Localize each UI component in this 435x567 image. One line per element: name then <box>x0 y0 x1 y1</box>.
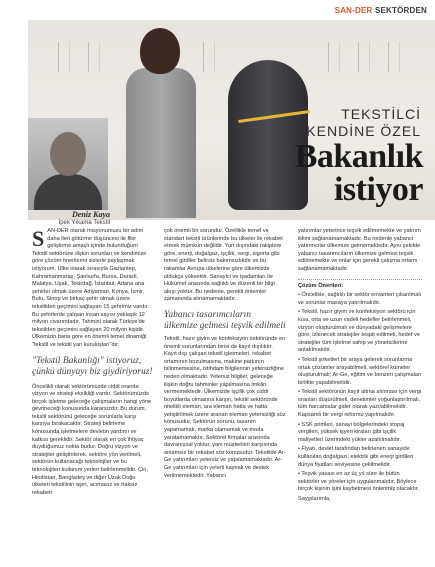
brand-label: SAN-DER <box>334 6 373 15</box>
subtitle-line-1: TEKSTİLCİ <box>341 106 421 122</box>
subtitle-line-2: KENDİNE ÖZEL <box>306 123 421 139</box>
section-label: SEKTÖRDEN <box>374 6 427 15</box>
designer-figure <box>126 68 196 218</box>
solution-item: • Teşvik yasası en az üç yıl süre ile bütün sektörler ve yöreler için uygulanmalıdır. Böylece birçok kişinin işini kaybetmesi önlenmiş olacaktır. <box>298 471 419 493</box>
subtitle-block <box>306 106 421 140</box>
column-1 <box>32 228 154 499</box>
body-paragraph: çok önemli bir sorundur. Özellikle temel ve standart tekstil ürünlerinde bu ülkeler ile rekabet etmek mümkün değildir. Yurt dışındaki rakiplere göre, enerji, doğalgaz, işçilik, vergi, sigorta gibi temel girdiler belirsiz bakımsızlıkdır ve bu rakamlar Avrupa ülkelerine göre ülkemizde oldukça yüksektir. Sanayici ve işadamları ile Hükümet arasında sağlıklı ve düzenli bir bilgi akışı yoktur. Bu nedenle, gerekli önlemler zamanında alınamamaktadır. <box>164 228 283 303</box>
sketch-figure <box>88 42 100 72</box>
solution-item: • Öncelikle, sağlıklı bir sektör envanteri çıkarılmalı ve sorunlar masaya yatırılmalıdır. <box>298 292 422 306</box>
column-3 <box>298 228 422 506</box>
solution-item: • SSK primleri, sanayi bölgelerindeki stopaj vergileri, yüksek işyeri kiraları gibi işçilik maliyetleri üzerindeki yükler azaltılmalıdır. <box>298 421 405 443</box>
drop-cap: S <box>32 226 45 251</box>
author-role: İpek Yıkama Tekstil <box>58 220 110 226</box>
author-name: Deniz Kaya <box>72 210 110 219</box>
headline-line-2: istiyor <box>333 171 423 208</box>
solution-item: • Tekstil şirketleri bir araya gelerek sorunlarına ortak çözümler arayabilmeli, sektörel kümeler oluşturulmalı; Ar-Ge, eğitim ve benzeri çalışmaları birlikte yapabilmelidir. <box>298 356 422 386</box>
sketch-figure <box>58 42 70 72</box>
column-2 <box>164 228 286 482</box>
body-paragraph: Tekstil, hazır giyim ve konfeksiyon sektöründe en önemli sorunlarından birisi de kayıt dışılıktır. Kayıt dışı çalışan tekstil işletmeleri, rekabet ortamının bozulmasına, makine parkının bilinmemesine, istihdam bilgilerinin yetersizliğine neden olmaktadır. Yetersiz bilgiler, geleceğe ilişkin doğru tahminler yapılmasına imkân vermemektedir. Ülkemizde işçilik çok ciddi boyutlarda olmasına karşın, tekstil sektöründe nitelikli eleman, ara eleman hatta ve hatta yetiştirilmek üzere aranan eleman yetersizliği söz konusudur. Sektörün sorunu, tasarım yapamamak, marka olamamak ve moda yaratamamaktır. Sektörel firmalar arasında davranışsal yoktur, yani müşterileri karşısında anlamsız bir rekabet söz konusudur. Tekstilde Ar-Ge yatırımları yetersiz ve yapılamamaktadır. Ar-Ge yatırımları için yeterli kaynak ve destek verilmemektedir. Yabancı <box>164 335 286 479</box>
author-credit <box>58 210 110 226</box>
headline <box>295 140 423 206</box>
intro-text: AN-DER olarak misyonumuzu bir adım daha ileri götürme düşüncesi ile fikir geliştirme amaçlı içinde bulunduğum Tekstil sektörüne ilişkin sorunları ve kendimize göre çözüm önerilerini sizlerle paylaşmak istiyorum. Ülke olarak sırasıyla Gaziantep, Kahramanmaraş, Şanlıurfa, Bursa, Denizli, Malatya, Uşak, Tekirdağ, İstanbul, Adana ana şehirler olmak üzere Adıyaman, Konya, İzmir, Bolu, Sinop ve birkaç şehir olmak üzere tekstilden geçimini sağlayan 15 şehrimiz vardır. Bu şehirlerde çalışan insan sayısı yaklaşık 12 milyon civarındadır. Tahmini olarak Türkiye'de tekstilden geçimini sağlayan 20 milyon kişidir. Ülkemizin bana göre en önemli temel dinamiği "tekstil ve tekstil yan kuruluşları"dır. <box>32 228 149 348</box>
solution-item: • Fiyatı, devlet tarafından belirlenen sanayide kullanılan doğalgazı, elektrik gibi enerji girdileri dünya fiyatları seviyesine çekilmelidir. <box>298 446 414 468</box>
body-paragraph: Öncelikli olarak sektörümüzde ciddi oranda vizyon ve strateji eksikliği vardır. Sektörümüzde birçok işletme geleceğe çalışmaların hangi yöne gevrineceği konusunda kararsızdır. Bu durum, tekstil sektörünü geleceğe sorunlarla karşı karşıya bırakacaktır. Strateji belirleme konusunda işletmelere devletin yardımı ve katkısı gereklidir. Sektör olarak en çok ihtiyaç duyduğumuz nokta budur. Doğru vizyon ve stratejiler geliştirilerek, sektöre yön verilmeli, sektörün kullanacağı teknolojiler ve bu teknolojileri kullanım yerleri belirlenmelidir. Çin, Hindistan, Bangladeş ve diğer Uzak Doğu ülkeleri tekstilinin aşırı, acımasız ve haksız rekabeti <box>32 383 152 496</box>
sketch-figure <box>358 42 370 72</box>
author-portrait <box>28 118 108 210</box>
closing-line: Saygılarımla, <box>298 496 331 502</box>
solutions-title: Çözüm Önerileri: <box>298 282 344 289</box>
designer-head <box>140 28 180 74</box>
pull-quote: "Tekstil Bakanlığı" istiyoruz, çünkü dünyayı biz giydiriyoruz! <box>32 355 153 377</box>
subheading: Yabancı tasarımcıların ülkemize gelmesi teşvik edilmeli <box>164 309 286 331</box>
section-header <box>335 6 427 15</box>
body-paragraph: yatırımlar yeterince teşvik edilmemekte ve yatırım iklimi sağlanamamaktadır. Bu nedenle yabancı yatırımcılar ülkemize gelmemektedir. Aynı şekilde yabancı tasarımcıların ülkemize gelmesi teşvik edilmemekte ve onlar için gerekli çalışma ortamı sağlanamamaktadır. <box>298 228 421 272</box>
solutions-box <box>298 279 422 504</box>
solution-item: • Tekstil, hazır giyim ve konfeksiyon sektörü için kısa, orta ve uzun vadeli hedefler belirlenmeli, vizyon oluşturulmalı ve dünyadaki gelişmelere göre, izlenecek stratejiler tespit edilmeli, hedef ve stratejiler tüm işletme sahip ve yöneticilerine anlatılmalıdır. <box>298 309 420 354</box>
sketch-figure <box>203 42 215 72</box>
portrait-face <box>50 132 86 176</box>
intro-paragraph <box>32 228 154 350</box>
solution-item: • Tekstil sektörünün kayıt altına alınması için vergi oranları düşürülmeli, denetimler yoğunlaştırılmalı, tüm harcamalar gider olarak yazılabilmelidir. Kapsamlı bir vergi reformu yapılmalıdır. <box>298 389 422 419</box>
headline-line-1: Bakanlık <box>294 138 423 175</box>
portrait-shoulders <box>34 174 102 210</box>
sketch-figure <box>388 42 400 72</box>
sketch-figure <box>328 42 340 72</box>
